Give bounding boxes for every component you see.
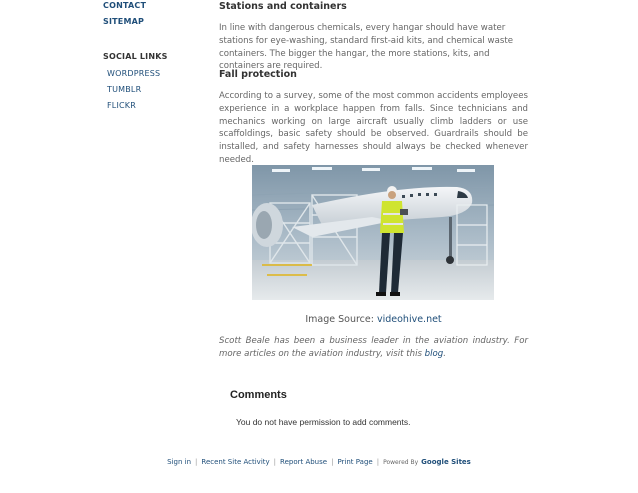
footer-sign-in-link[interactable]: Sign in [167,458,192,466]
comments-title: Comments [230,389,287,401]
article-image-hangar [252,165,494,300]
footer-powered-by: Powered By [383,459,419,466]
social-link-flickr[interactable]: FLICKR [107,101,137,110]
footer-google-sites-link[interactable]: Google Sites [421,458,471,466]
section-heading-fall-protection: Fall protection [219,69,297,80]
sidebar-item-sitemap[interactable]: SITEMAP [103,17,145,26]
footer [0,458,638,466]
author-name: Scott Beale [219,336,270,346]
section-heading-stations: Stations and containers [219,1,347,12]
comments-permission-note: You do not have permission to add comments. [236,417,411,427]
section-body-fall-protection: According to a survey, some of the most common accidents employees experience in a workplace happen from falls. Since technicians and mechanics working on large aircraft usually climb ladders or use scaffoldings, basic safety should be observed. Guardrails should be installed, and safety harnesses should always be checked whenever needed. [219,91,528,165]
image-caption-prefix: Image Source: [305,314,377,325]
footer-print-page-link[interactable]: Print Page [337,458,373,466]
image-caption [219,314,528,325]
section-body-stations: In line with dangerous chemicals, every hangar should have water stations for eye-washing, standard first-aid kits, and chemical waste containers. The bigger the hangar, the more stations, kits, and containers are required. [219,23,513,72]
footer-separator: | [195,458,198,466]
author-credit-text: has been a business leader in the aviation industry. For more articles on the aviation industry, visit this [219,336,528,359]
author-credit-end: . [443,348,446,359]
image-source-link[interactable]: videohive.net [376,314,442,325]
footer-separator: | [331,458,334,466]
blog-link[interactable]: blog [424,348,444,359]
social-link-wordpress[interactable]: WORDPRESS [107,69,161,78]
author-credit [219,335,528,361]
social-link-tumblr[interactable]: TUMBLR [107,85,142,94]
footer-report-abuse-link[interactable]: Report Abuse [280,458,328,466]
footer-separator: | [273,458,277,466]
sidebar-item-contact[interactable]: CONTACT [103,1,147,10]
footer-separator: | [376,458,380,466]
footer-recent-activity-link[interactable]: Recent Site Activity [201,458,270,466]
social-links-heading: SOCIAL LINKS [103,52,168,61]
